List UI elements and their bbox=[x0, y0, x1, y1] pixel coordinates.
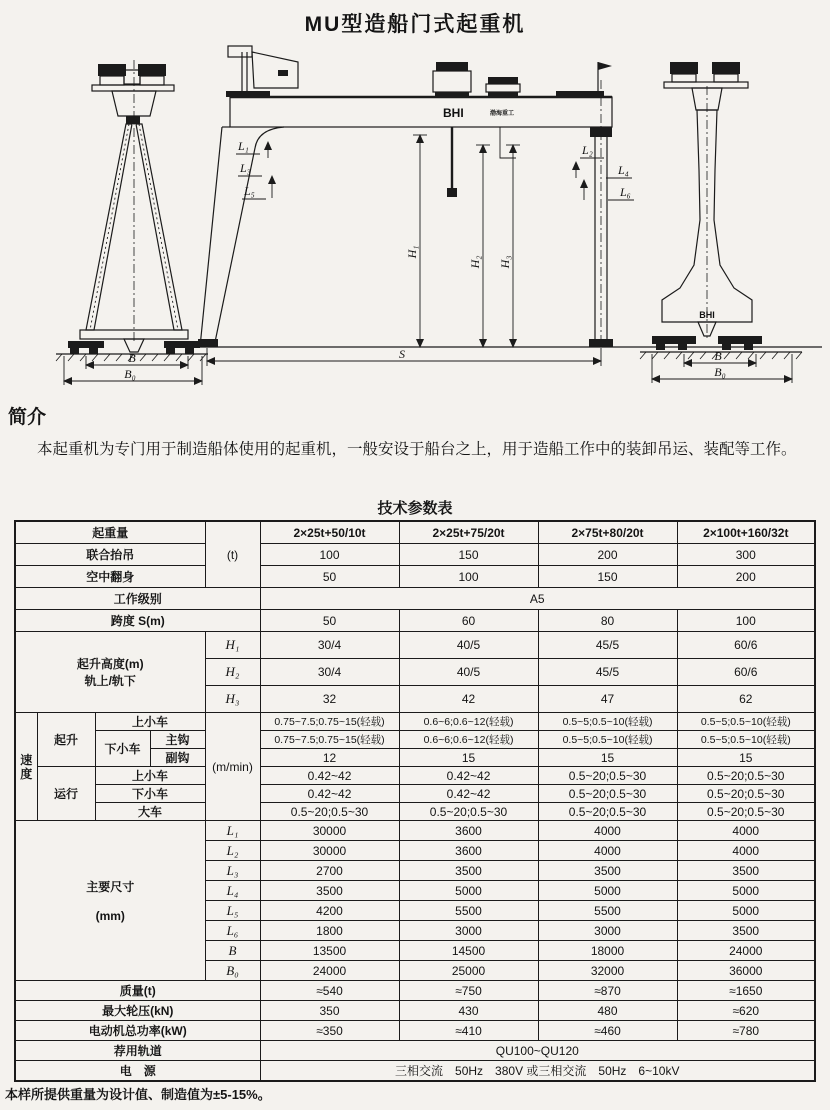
dim-row-label: B bbox=[205, 941, 260, 961]
row-label-lifting-height bbox=[15, 632, 205, 713]
motor-power-value: ≈410 bbox=[399, 1021, 538, 1041]
hoist-upper-value: 0.5~5;0.5~10(轻载) bbox=[677, 713, 815, 731]
dim-label-l2: L₂ bbox=[582, 143, 593, 157]
dim-value: 3500 bbox=[677, 861, 815, 881]
mass-value: ≈750 bbox=[399, 981, 538, 1001]
joint-lift-value: 100 bbox=[260, 544, 399, 566]
dim-value: 4000 bbox=[538, 821, 677, 841]
model-header-4: 2×100t+160/32t bbox=[677, 521, 815, 544]
motor-power-value: ≈780 bbox=[677, 1021, 815, 1041]
dim-value: 4000 bbox=[677, 841, 815, 861]
dim-value: 24000 bbox=[260, 961, 399, 981]
row-label-crane-travel: 大车 bbox=[95, 803, 205, 821]
row-label-speed: 速度 bbox=[15, 713, 37, 821]
h2-value: 60/6 bbox=[677, 659, 815, 686]
rigid-leg-side-view bbox=[640, 62, 802, 383]
dim-label-h2: H₂ bbox=[468, 255, 482, 269]
air-turnover-value: 200 bbox=[677, 566, 815, 588]
dim-value: 4000 bbox=[538, 841, 677, 861]
travel-upper-value: 0.5~20;0.5~30 bbox=[538, 767, 677, 785]
model-header-1: 2×25t+50/10t bbox=[260, 521, 399, 544]
main-hook-value: 0.5~5;0.5~10(轻载) bbox=[538, 731, 677, 749]
power-supply-value: 三相交流 50Hz 380V 或三相交流 50Hz 6~10kV bbox=[260, 1061, 815, 1082]
dim-row-label: B₀ bbox=[205, 961, 260, 981]
joint-lift-value: 300 bbox=[677, 544, 815, 566]
h1-value: 40/5 bbox=[399, 632, 538, 659]
row-label-hoist-upper-trolley: 上小车 bbox=[95, 713, 205, 731]
row-label-power-supply: 电 源 bbox=[15, 1061, 260, 1082]
dim-label-l1: L₁ bbox=[238, 139, 249, 153]
h2-value: 30/4 bbox=[260, 659, 399, 686]
row-label-rail: 荐用轨道 bbox=[15, 1041, 260, 1061]
dim-value: 32000 bbox=[538, 961, 677, 981]
wheel-pressure-value: 430 bbox=[399, 1001, 538, 1021]
row-label-joint-lift: 联合抬吊 bbox=[15, 544, 205, 566]
hoist-upper-value: 0.75~7.5;0.75~15(轻载) bbox=[260, 713, 399, 731]
dim-value: 3500 bbox=[399, 861, 538, 881]
dim-row-label: L₅ bbox=[205, 901, 260, 921]
main-hook-value: 0.6~6;0.6~12(轻载) bbox=[399, 731, 538, 749]
row-label-main-dimensions bbox=[15, 821, 205, 981]
travel-lower-value: 0.42~42 bbox=[260, 785, 399, 803]
dim-value: 4000 bbox=[677, 821, 815, 841]
page-title: MU型造船门式起重机 bbox=[304, 13, 526, 36]
dim-value: 25000 bbox=[399, 961, 538, 981]
mass-value: ≈870 bbox=[538, 981, 677, 1001]
dim-value: 3600 bbox=[399, 841, 538, 861]
span-value: 50 bbox=[260, 610, 399, 632]
dim-value: 30000 bbox=[260, 821, 399, 841]
rigid-leg-mark-text: BHI bbox=[699, 310, 715, 320]
span-value: 60 bbox=[399, 610, 538, 632]
crane-travel-value: 0.5~20;0.5~30 bbox=[399, 803, 538, 821]
h3-value: 32 bbox=[260, 686, 399, 713]
crane-travel-value: 0.5~20;0.5~30 bbox=[677, 803, 815, 821]
girder-mark-text: BHI bbox=[443, 106, 464, 120]
h1-value: 30/4 bbox=[260, 632, 399, 659]
h3-value: 62 bbox=[677, 686, 815, 713]
mass-value: ≈540 bbox=[260, 981, 399, 1001]
aux-hook-value: 12 bbox=[260, 749, 399, 767]
row-label-duty-class: 工作级别 bbox=[15, 588, 260, 610]
row-label-hoist-lower-trolley: 下小车 bbox=[95, 731, 150, 767]
dim-value: 3000 bbox=[399, 921, 538, 941]
dim-label-l3: L₃ bbox=[240, 161, 251, 175]
dim-value: 5500 bbox=[538, 901, 677, 921]
main-dimensions-line2: (mm) bbox=[95, 909, 125, 923]
main-elevation-view bbox=[196, 46, 822, 366]
girder-maker-text: 渤海重工 bbox=[490, 111, 515, 117]
dim-value: 3600 bbox=[399, 821, 538, 841]
row-label-hoisting: 起升 bbox=[37, 713, 95, 767]
dim-value: 3500 bbox=[538, 861, 677, 881]
h2-value: 45/5 bbox=[538, 659, 677, 686]
dim-value: 13500 bbox=[260, 941, 399, 961]
row-label-main-hook: 主钩 bbox=[150, 731, 205, 749]
aux-hook-value: 15 bbox=[677, 749, 815, 767]
row-label-air-turnover: 空中翻身 bbox=[15, 566, 205, 588]
h1-value: 60/6 bbox=[677, 632, 815, 659]
row-label-travel-lower-trolley: 下小车 bbox=[95, 785, 205, 803]
dim-value: 30000 bbox=[260, 841, 399, 861]
hoist-upper-value: 0.6~6;0.6~12(轻载) bbox=[399, 713, 538, 731]
motor-power-value: ≈460 bbox=[538, 1021, 677, 1041]
intro-paragraph: 本起重机为专门用于制造船体使用的起重机，一般安设于船台之上，用于造船工作中的装卸吊运、装配等工作。 bbox=[37, 441, 797, 458]
dim-row-label: L₄ bbox=[205, 881, 260, 901]
model-header-3: 2×75t+80/20t bbox=[538, 521, 677, 544]
technical-parameters-table bbox=[14, 520, 816, 1082]
intro-heading: 简介 bbox=[8, 407, 47, 428]
duty-class-value: A5 bbox=[260, 588, 815, 610]
flexible-leg-side-view bbox=[56, 60, 208, 385]
aux-hook-value: 15 bbox=[538, 749, 677, 767]
dim-label-h3: H₃ bbox=[498, 255, 512, 269]
h3-value: 47 bbox=[538, 686, 677, 713]
dim-label-h1: H₁ bbox=[405, 245, 419, 259]
dim-value: 5000 bbox=[677, 901, 815, 921]
row-label-mass: 质量(t) bbox=[15, 981, 260, 1001]
joint-lift-value: 150 bbox=[399, 544, 538, 566]
dim-value: 3500 bbox=[677, 921, 815, 941]
travel-lower-value: 0.5~20;0.5~30 bbox=[677, 785, 815, 803]
travel-lower-value: 0.42~42 bbox=[399, 785, 538, 803]
dim-value: 1800 bbox=[260, 921, 399, 941]
row-label-span: 跨度 S(m) bbox=[15, 610, 260, 632]
dim-label-b-right: B bbox=[714, 349, 722, 363]
dim-value: 5000 bbox=[677, 881, 815, 901]
travel-lower-value: 0.5~20;0.5~30 bbox=[538, 785, 677, 803]
crane-travel-value: 0.5~20;0.5~30 bbox=[538, 803, 677, 821]
joint-lift-value: 200 bbox=[538, 544, 677, 566]
mass-value: ≈1650 bbox=[677, 981, 815, 1001]
air-turnover-value: 150 bbox=[538, 566, 677, 588]
dim-value: 18000 bbox=[538, 941, 677, 961]
motor-power-value: ≈350 bbox=[260, 1021, 399, 1041]
crane-travel-value: 0.5~20;0.5~30 bbox=[260, 803, 399, 821]
row-label-travel-upper-trolley: 上小车 bbox=[95, 767, 205, 785]
crane-technical-drawing bbox=[0, 40, 830, 400]
wheel-pressure-value: 480 bbox=[538, 1001, 677, 1021]
model-header-2: 2×25t+75/20t bbox=[399, 521, 538, 544]
unit-lifting-capacity: (t) bbox=[205, 521, 260, 588]
dim-value: 3000 bbox=[538, 921, 677, 941]
dim-label-l4: L₄ bbox=[618, 163, 629, 177]
lifting-height-line2: 轨上/轨下 bbox=[84, 674, 136, 688]
dim-value: 5000 bbox=[538, 881, 677, 901]
air-turnover-value: 100 bbox=[399, 566, 538, 588]
dim-label-b0-left: B₀ bbox=[124, 367, 136, 381]
h1-value: 45/5 bbox=[538, 632, 677, 659]
dim-value: 3500 bbox=[260, 881, 399, 901]
row-label-wheel-pressure: 最大轮压(kN) bbox=[15, 1001, 260, 1021]
rail-value: QU100~QU120 bbox=[260, 1041, 815, 1061]
air-turnover-value: 50 bbox=[260, 566, 399, 588]
dim-label-l5: L₅ bbox=[244, 184, 255, 198]
h1-label: H₁ bbox=[205, 632, 260, 659]
span-value: 80 bbox=[538, 610, 677, 632]
footnote: 本样所提供重量为设计值、制造值为±5-15%。 bbox=[5, 1087, 271, 1102]
dim-label-l6: L₆ bbox=[620, 185, 631, 199]
hoist-upper-value: 0.5~5;0.5~10(轻载) bbox=[538, 713, 677, 731]
dim-value: 4200 bbox=[260, 901, 399, 921]
travel-upper-value: 0.42~42 bbox=[260, 767, 399, 785]
h3-value: 42 bbox=[399, 686, 538, 713]
dim-value: 2700 bbox=[260, 861, 399, 881]
dim-row-label: L₁ bbox=[205, 821, 260, 841]
aux-hook-value: 15 bbox=[399, 749, 538, 767]
lifting-height-line1: 起升高度(m) bbox=[76, 657, 144, 671]
travel-upper-value: 0.42~42 bbox=[399, 767, 538, 785]
dim-label-b-left: B bbox=[128, 351, 136, 365]
dim-value: 14500 bbox=[399, 941, 538, 961]
span-value: 100 bbox=[677, 610, 815, 632]
unit-speed: (m/min) bbox=[205, 713, 260, 821]
row-label-travel: 运行 bbox=[37, 767, 95, 821]
dim-value: 36000 bbox=[677, 961, 815, 981]
wheel-pressure-value: 350 bbox=[260, 1001, 399, 1021]
dim-value: 5000 bbox=[399, 881, 538, 901]
dim-row-label: L₃ bbox=[205, 861, 260, 881]
row-label-motor-power: 电动机总功率(kW) bbox=[15, 1021, 260, 1041]
main-hook-value: 0.5~5;0.5~10(轻载) bbox=[677, 731, 815, 749]
dim-value: 24000 bbox=[677, 941, 815, 961]
h3-label: H₃ bbox=[205, 686, 260, 713]
table-caption: 技术参数表 bbox=[377, 500, 453, 517]
h2-value: 40/5 bbox=[399, 659, 538, 686]
dim-label-s: S bbox=[399, 347, 405, 361]
dim-label-b0-right: B₀ bbox=[714, 365, 726, 379]
main-dimensions-line1: 主要尺寸 bbox=[86, 880, 135, 894]
dim-row-label: L₂ bbox=[205, 841, 260, 861]
travel-upper-value: 0.5~20;0.5~30 bbox=[677, 767, 815, 785]
row-label-aux-hook: 副钩 bbox=[150, 749, 205, 767]
main-hook-value: 0.75~7.5;0.75~15(轻载) bbox=[260, 731, 399, 749]
dim-row-label: L₆ bbox=[205, 921, 260, 941]
dim-value: 5500 bbox=[399, 901, 538, 921]
wheel-pressure-value: ≈620 bbox=[677, 1001, 815, 1021]
row-label-lifting-capacity: 起重量 bbox=[15, 521, 205, 544]
h2-label: H₂ bbox=[205, 659, 260, 686]
